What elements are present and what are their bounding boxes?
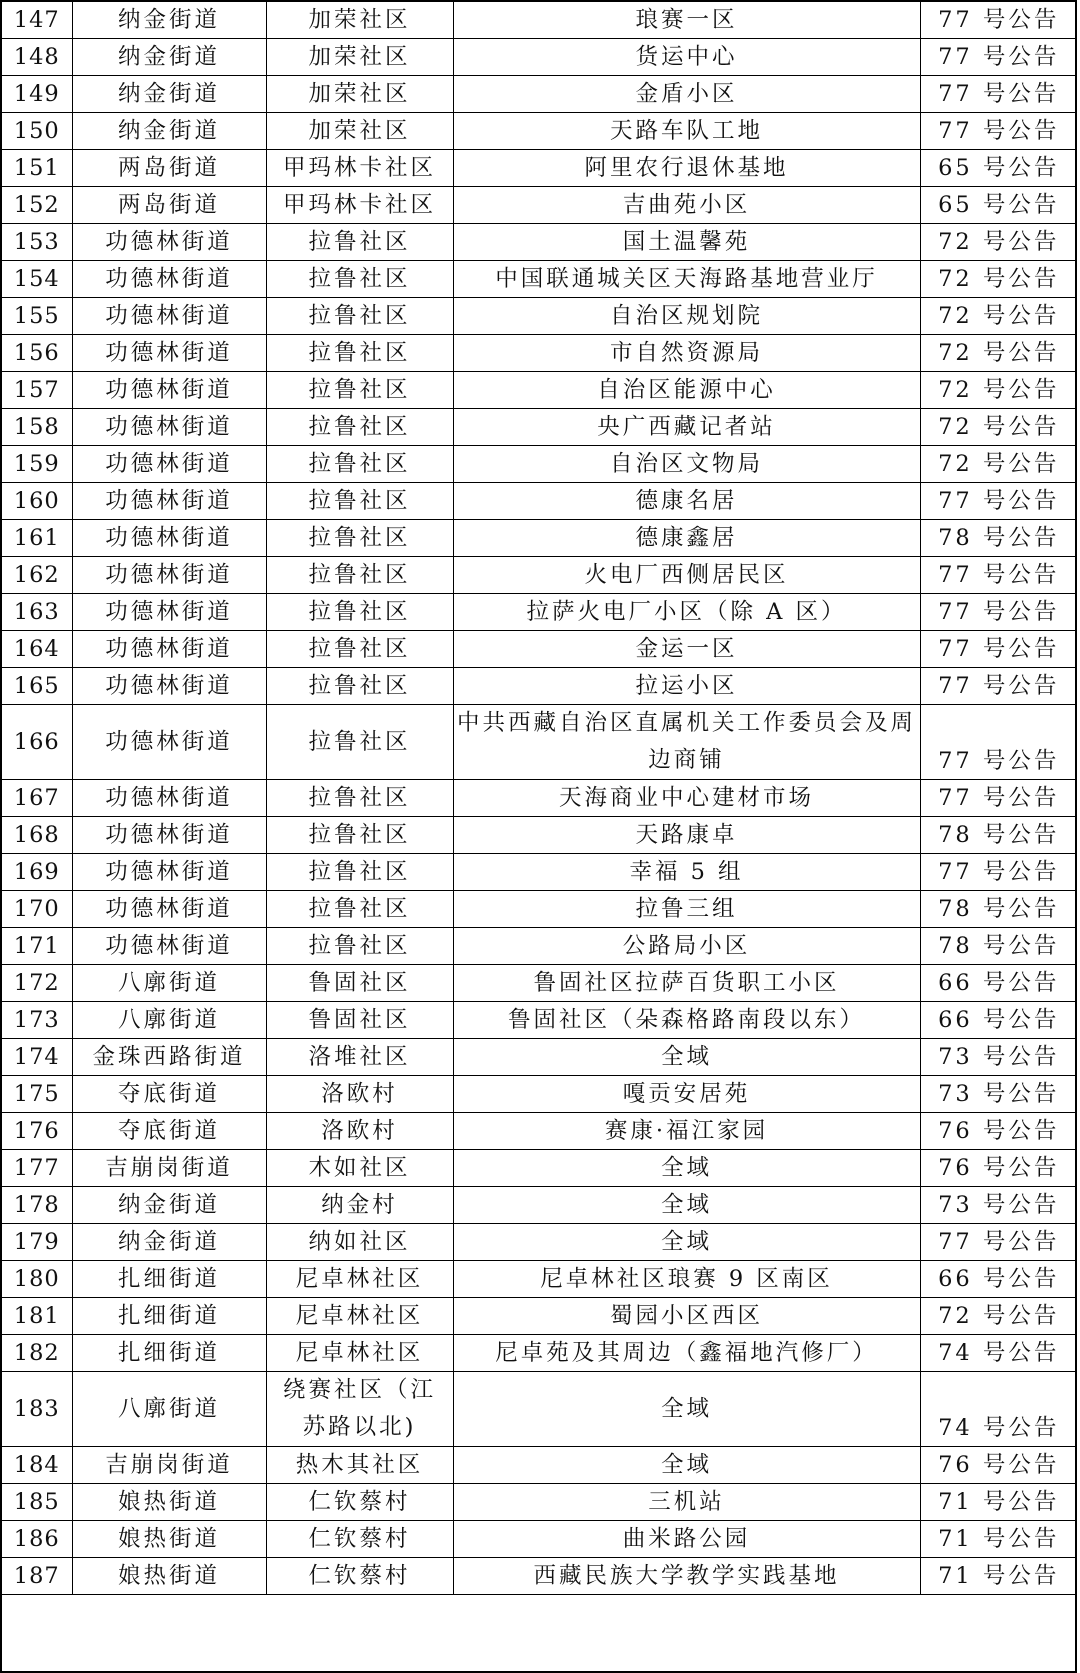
notice-cell: 73 号公告 (920, 1076, 1077, 1113)
table-row (2, 557, 1077, 594)
table-row (2, 409, 1077, 446)
street-cell: 纳金街道 (72, 39, 266, 76)
area-cell: 吉曲苑小区 (453, 187, 920, 224)
notice-cell: 66 号公告 (920, 1002, 1077, 1039)
table-row (2, 1150, 1077, 1187)
notice-cell: 71 号公告 (920, 1558, 1077, 1595)
notice-cell: 77 号公告 (920, 1224, 1077, 1261)
area-cell: 金盾小区 (453, 76, 920, 113)
area-cell: 全域 (453, 1187, 920, 1224)
notice-cell: 72 号公告 (920, 1298, 1077, 1335)
row-number-cell: 175 (2, 1076, 72, 1113)
row-number-cell: 183 (2, 1372, 72, 1447)
notice-cell: 77 号公告 (920, 705, 1077, 780)
street-cell: 功德林街道 (72, 483, 266, 520)
row-number-cell: 148 (2, 39, 72, 76)
street-cell: 纳金街道 (72, 76, 266, 113)
notice-cell: 66 号公告 (920, 965, 1077, 1002)
community-cell: 尼卓林社区 (266, 1335, 453, 1372)
table-row (2, 446, 1077, 483)
table-row (2, 335, 1077, 372)
notice-cell: 77 号公告 (920, 2, 1077, 39)
notice-cell: 78 号公告 (920, 520, 1077, 557)
community-cell: 仁钦蔡村 (266, 1484, 453, 1521)
row-number-cell: 156 (2, 335, 72, 372)
community-cell: 洛欧村 (266, 1113, 453, 1150)
table-row (2, 817, 1077, 854)
community-cell: 拉鲁社区 (266, 298, 453, 335)
table-row (2, 76, 1077, 113)
street-cell: 纳金街道 (72, 1224, 266, 1261)
area-cell: 拉萨火电厂小区（除 A 区） (453, 594, 920, 631)
street-cell: 纳金街道 (72, 1187, 266, 1224)
community-cell: 拉鲁社区 (266, 335, 453, 372)
street-cell: 娘热街道 (72, 1484, 266, 1521)
area-cell: 德康名居 (453, 483, 920, 520)
row-number-cell: 185 (2, 1484, 72, 1521)
street-cell: 娘热街道 (72, 1521, 266, 1558)
street-cell: 功德林街道 (72, 335, 266, 372)
street-cell: 功德林街道 (72, 928, 266, 965)
table-row (2, 1558, 1077, 1595)
street-cell: 功德林街道 (72, 298, 266, 335)
community-cell: 加荣社区 (266, 39, 453, 76)
community-cell: 拉鲁社区 (266, 891, 453, 928)
street-cell: 两岛街道 (72, 150, 266, 187)
row-number-cell: 170 (2, 891, 72, 928)
area-cell: 嘎贡安居苑 (453, 1076, 920, 1113)
community-cell: 甲玛林卡社区 (266, 187, 453, 224)
row-number-cell: 169 (2, 854, 72, 891)
row-number-cell: 172 (2, 965, 72, 1002)
street-cell: 两岛街道 (72, 187, 266, 224)
table-row (2, 1447, 1077, 1484)
street-cell: 吉崩岗街道 (72, 1447, 266, 1484)
community-cell: 热木其社区 (266, 1447, 453, 1484)
table-row (2, 187, 1077, 224)
community-cell: 拉鲁社区 (266, 446, 453, 483)
row-number-cell: 154 (2, 261, 72, 298)
table-row (2, 1224, 1077, 1261)
area-cell: 自治区能源中心 (453, 372, 920, 409)
area-cell: 赛康·福江家园 (453, 1113, 920, 1150)
street-cell: 功德林街道 (72, 520, 266, 557)
community-cell: 鲁固社区 (266, 1002, 453, 1039)
area-cell: 金运一区 (453, 631, 920, 668)
row-number-cell: 166 (2, 705, 72, 780)
area-cell: 尼卓林社区琅赛 9 区南区 (453, 1261, 920, 1298)
area-cell: 货运中心 (453, 39, 920, 76)
community-cell: 拉鲁社区 (266, 409, 453, 446)
area-cell: 自治区文物局 (453, 446, 920, 483)
notice-cell: 72 号公告 (920, 224, 1077, 261)
notice-cell: 74 号公告 (920, 1372, 1077, 1447)
notice-cell: 65 号公告 (920, 187, 1077, 224)
notice-cell: 78 号公告 (920, 817, 1077, 854)
table-row (2, 1298, 1077, 1335)
area-cell: 拉运小区 (453, 668, 920, 705)
community-cell: 拉鲁社区 (266, 520, 453, 557)
area-cell: 火电厂西侧居民区 (453, 557, 920, 594)
street-cell: 纳金街道 (72, 113, 266, 150)
row-number-cell: 173 (2, 1002, 72, 1039)
table-row (2, 854, 1077, 891)
community-cell: 加荣社区 (266, 2, 453, 39)
area-cell: 全域 (453, 1447, 920, 1484)
community-cell: 木如社区 (266, 1150, 453, 1187)
street-cell: 纳金街道 (72, 2, 266, 39)
area-cell: 全域 (453, 1224, 920, 1261)
table-row (2, 1002, 1077, 1039)
area-cell: 市自然资源局 (453, 335, 920, 372)
street-cell: 夺底街道 (72, 1076, 266, 1113)
street-cell: 金珠西路街道 (72, 1039, 266, 1076)
notice-cell: 71 号公告 (920, 1484, 1077, 1521)
community-cell: 鲁固社区 (266, 965, 453, 1002)
table-body (2, 2, 1077, 1595)
notice-cell: 72 号公告 (920, 335, 1077, 372)
area-cell: 自治区规划院 (453, 298, 920, 335)
table-row (2, 705, 1077, 780)
table-row (2, 965, 1077, 1002)
table-row (2, 298, 1077, 335)
notice-cell: 73 号公告 (920, 1039, 1077, 1076)
street-cell: 夺底街道 (72, 1113, 266, 1150)
row-number-cell: 147 (2, 2, 72, 39)
street-cell: 扎细街道 (72, 1298, 266, 1335)
area-cell: 央广西藏记者站 (453, 409, 920, 446)
notice-cell: 77 号公告 (920, 483, 1077, 520)
community-cell: 拉鲁社区 (266, 928, 453, 965)
notice-cell: 77 号公告 (920, 76, 1077, 113)
area-cell: 天海商业中心建材市场 (453, 780, 920, 817)
row-number-cell: 152 (2, 187, 72, 224)
row-number-cell: 165 (2, 668, 72, 705)
community-cell: 拉鲁社区 (266, 224, 453, 261)
street-cell: 扎细街道 (72, 1261, 266, 1298)
notice-cell: 66 号公告 (920, 1261, 1077, 1298)
community-cell: 拉鲁社区 (266, 372, 453, 409)
table-row (2, 113, 1077, 150)
notice-cell: 77 号公告 (920, 557, 1077, 594)
notice-cell: 65 号公告 (920, 150, 1077, 187)
row-number-cell: 151 (2, 150, 72, 187)
area-cell: 蜀园小区西区 (453, 1298, 920, 1335)
table-row (2, 1076, 1077, 1113)
notice-cell: 72 号公告 (920, 446, 1077, 483)
community-cell: 绕赛社区（江苏路以北) (266, 1372, 453, 1447)
notice-cell: 77 号公告 (920, 631, 1077, 668)
street-cell: 八廓街道 (72, 965, 266, 1002)
notice-cell: 72 号公告 (920, 298, 1077, 335)
notice-cell: 72 号公告 (920, 372, 1077, 409)
community-cell: 拉鲁社区 (266, 483, 453, 520)
notice-cell: 76 号公告 (920, 1113, 1077, 1150)
table-row (2, 1521, 1077, 1558)
community-cell: 拉鲁社区 (266, 631, 453, 668)
notice-cell: 76 号公告 (920, 1447, 1077, 1484)
street-cell: 功德林街道 (72, 631, 266, 668)
notice-cell: 77 号公告 (920, 780, 1077, 817)
street-cell: 功德林街道 (72, 705, 266, 780)
row-number-cell: 178 (2, 1187, 72, 1224)
row-number-cell: 153 (2, 224, 72, 261)
area-cell: 全域 (453, 1372, 920, 1447)
area-cell: 全域 (453, 1150, 920, 1187)
community-cell: 拉鲁社区 (266, 705, 453, 780)
row-number-cell: 180 (2, 1261, 72, 1298)
street-cell: 功德林街道 (72, 668, 266, 705)
community-cell: 拉鲁社区 (266, 594, 453, 631)
community-cell: 尼卓林社区 (266, 1298, 453, 1335)
table-row (2, 594, 1077, 631)
row-number-cell: 179 (2, 1224, 72, 1261)
community-cell: 洛堆社区 (266, 1039, 453, 1076)
table-row (2, 928, 1077, 965)
community-cell: 拉鲁社区 (266, 557, 453, 594)
street-cell: 功德林街道 (72, 261, 266, 298)
area-cell: 拉鲁三组 (453, 891, 920, 928)
notice-cell: 78 号公告 (920, 891, 1077, 928)
table-row (2, 520, 1077, 557)
row-number-cell: 177 (2, 1150, 72, 1187)
area-cell: 天路车队工地 (453, 113, 920, 150)
notice-cell: 77 号公告 (920, 113, 1077, 150)
row-number-cell: 158 (2, 409, 72, 446)
row-number-cell: 186 (2, 1521, 72, 1558)
notice-cell: 77 号公告 (920, 594, 1077, 631)
row-number-cell: 167 (2, 780, 72, 817)
street-cell: 功德林街道 (72, 780, 266, 817)
row-number-cell: 149 (2, 76, 72, 113)
street-cell: 功德林街道 (72, 224, 266, 261)
notice-cell: 77 号公告 (920, 854, 1077, 891)
street-cell: 功德林街道 (72, 409, 266, 446)
area-cell: 国土温馨苑 (453, 224, 920, 261)
notice-cell: 77 号公告 (920, 39, 1077, 76)
area-cell: 西藏民族大学教学实践基地 (453, 1558, 920, 1595)
area-cell: 鲁固社区拉萨百货职工小区 (453, 965, 920, 1002)
row-number-cell: 164 (2, 631, 72, 668)
area-cell: 全域 (453, 1039, 920, 1076)
area-cell: 中共西藏自治区直属机关工作委员会及周边商铺 (453, 705, 920, 780)
table-row (2, 780, 1077, 817)
row-number-cell: 182 (2, 1335, 72, 1372)
area-cell: 德康鑫居 (453, 520, 920, 557)
table-row (2, 372, 1077, 409)
row-number-cell: 161 (2, 520, 72, 557)
community-cell: 尼卓林社区 (266, 1261, 453, 1298)
notice-cell: 73 号公告 (920, 1187, 1077, 1224)
community-cell: 仁钦蔡村 (266, 1558, 453, 1595)
community-cell: 拉鲁社区 (266, 780, 453, 817)
row-number-cell: 162 (2, 557, 72, 594)
community-cell: 纳如社区 (266, 1224, 453, 1261)
row-number-cell: 181 (2, 1298, 72, 1335)
table-row (2, 224, 1077, 261)
community-cell: 拉鲁社区 (266, 668, 453, 705)
row-number-cell: 159 (2, 446, 72, 483)
row-number-cell: 176 (2, 1113, 72, 1150)
row-number-cell: 187 (2, 1558, 72, 1595)
notice-cell: 74 号公告 (920, 1335, 1077, 1372)
street-cell: 功德林街道 (72, 854, 266, 891)
area-cell: 尼卓苑及其周边（鑫福地汽修厂） (453, 1335, 920, 1372)
table-row (2, 39, 1077, 76)
area-cell: 鲁固社区（朵森格路南段以东） (453, 1002, 920, 1039)
community-cell: 加荣社区 (266, 113, 453, 150)
community-cell: 拉鲁社区 (266, 817, 453, 854)
notice-cell: 77 号公告 (920, 668, 1077, 705)
table-row (2, 483, 1077, 520)
area-notice-table (2, 2, 1077, 1595)
row-number-cell: 160 (2, 483, 72, 520)
table-row (2, 2, 1077, 39)
table-row (2, 1261, 1077, 1298)
street-cell: 功德林街道 (72, 891, 266, 928)
community-cell: 洛欧村 (266, 1076, 453, 1113)
table-row (2, 1372, 1077, 1447)
area-cell: 三机站 (453, 1484, 920, 1521)
row-number-cell: 163 (2, 594, 72, 631)
community-cell: 加荣社区 (266, 76, 453, 113)
street-cell: 八廓街道 (72, 1372, 266, 1447)
notice-cell: 71 号公告 (920, 1521, 1077, 1558)
row-number-cell: 171 (2, 928, 72, 965)
community-cell: 仁钦蔡村 (266, 1521, 453, 1558)
street-cell: 娘热街道 (72, 1558, 266, 1595)
notice-cell: 72 号公告 (920, 409, 1077, 446)
row-number-cell: 150 (2, 113, 72, 150)
street-cell: 八廓街道 (72, 1002, 266, 1039)
table-row (2, 1335, 1077, 1372)
street-cell: 功德林街道 (72, 372, 266, 409)
area-cell: 公路局小区 (453, 928, 920, 965)
community-cell: 甲玛林卡社区 (266, 150, 453, 187)
street-cell: 扎细街道 (72, 1335, 266, 1372)
community-cell: 拉鲁社区 (266, 854, 453, 891)
area-cell: 幸福 5 组 (453, 854, 920, 891)
street-cell: 吉崩岗街道 (72, 1150, 266, 1187)
table-row (2, 1113, 1077, 1150)
table-row (2, 1187, 1077, 1224)
area-cell: 天路康卓 (453, 817, 920, 854)
row-number-cell: 168 (2, 817, 72, 854)
street-cell: 功德林街道 (72, 817, 266, 854)
community-cell: 纳金村 (266, 1187, 453, 1224)
row-number-cell: 155 (2, 298, 72, 335)
table-row (2, 631, 1077, 668)
table-row (2, 150, 1077, 187)
table-row (2, 668, 1077, 705)
street-cell: 功德林街道 (72, 557, 266, 594)
area-cell: 曲米路公园 (453, 1521, 920, 1558)
table-row (2, 1484, 1077, 1521)
row-number-cell: 157 (2, 372, 72, 409)
street-cell: 功德林街道 (72, 594, 266, 631)
area-cell: 阿里农行退休基地 (453, 150, 920, 187)
table-row (2, 261, 1077, 298)
table-row (2, 891, 1077, 928)
notice-cell: 76 号公告 (920, 1150, 1077, 1187)
area-cell: 琅赛一区 (453, 2, 920, 39)
community-cell: 拉鲁社区 (266, 261, 453, 298)
notice-cell: 78 号公告 (920, 928, 1077, 965)
street-cell: 功德林街道 (72, 446, 266, 483)
area-cell: 中国联通城关区天海路基地营业厅 (453, 261, 920, 298)
row-number-cell: 184 (2, 1447, 72, 1484)
notice-cell: 72 号公告 (920, 261, 1077, 298)
table-row (2, 1039, 1077, 1076)
row-number-cell: 174 (2, 1039, 72, 1076)
